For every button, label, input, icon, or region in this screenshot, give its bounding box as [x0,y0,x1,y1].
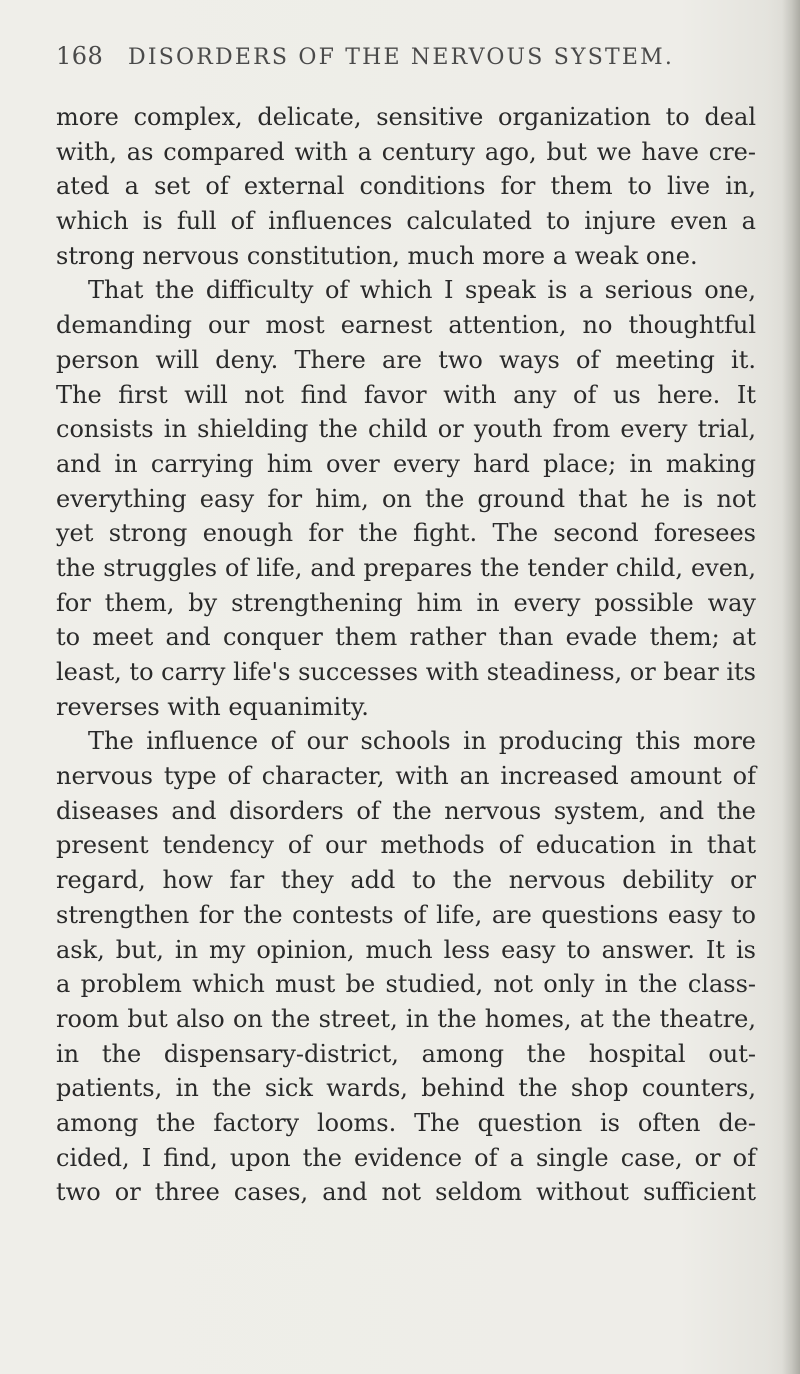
text-line: least, to carry life's successes with steadiness, or bear its [56,658,756,686]
text-line: person will deny. There are two ways of meeting it. [56,345,756,374]
text-line: strong nervous constitution, much more a weak one. [56,241,698,270]
text-line: yet strong enough for the fight. The second foresees [56,519,756,548]
text-line: cided, I find, upon the evidence of a single case, or of [56,1143,756,1172]
page-header [56,42,756,82]
text-line: diseases and disorders of the nervous system, and the [56,796,756,825]
running-head: DISORDERS OF THE NERVOUS SYSTEM. [128,45,675,70]
text-line: for them, by strengthening him in every possible way [56,588,756,617]
text-line: reverses with equanimity. [56,692,369,721]
text-line: everything easy for him, on the ground that he is not [56,484,756,513]
page-edge-shadow [782,0,800,1374]
text-line: regard, how far they add to the nervous debility or [56,866,756,895]
text-line: present tendency of our methods of education in that [56,831,756,860]
text-line: which is full of influences calculated to injure even a [56,207,756,236]
text-line: The first will not find favor with any of us here. It [56,380,756,409]
text-line: strengthen for the contests of life, are questions easy to [56,900,756,929]
text-line: The influence of our schools in producing this more [88,727,756,756]
text-line: demanding our most earnest attention, no thoughtful [56,311,756,340]
text-line: room but also on the street, in the homes, at the theatre, [56,1004,756,1033]
text-line: two or three cases, and not seldom without sufficient [56,1178,756,1207]
text-line: That the difficulty of which I speak is a serious one, [88,276,756,305]
text-line: among the factory looms. The question is often de- [56,1108,756,1137]
text-line: ated a set of external conditions for them to live in, [56,172,756,201]
text-line: to meet and conquer them rather than evade them; at [56,623,756,652]
body-text [56,100,756,1210]
text-line: a problem which must be studied, not only in the class- [56,970,756,999]
text-line: nervous type of character, with an increased amount of [56,762,756,791]
text-line: with, as compared with a century ago, but we have cre- [56,137,756,166]
text-line: ask, but, in my opinion, much less easy to answer. It is [56,935,756,964]
text-line: patients, in the sick wards, behind the shop counters, [56,1074,756,1103]
text-line: in the dispensary-district, among the hospital out- [56,1039,756,1068]
page-number: 168 [56,42,104,70]
text-line: the struggles of life, and prepares the tender child, even, [56,553,756,582]
text-line: consists in shielding the child or youth from every trial, [56,415,756,444]
text-line: more complex, delicate, sensitive organization to deal [56,103,756,131]
text-line: and in carrying him over every hard place; in making [56,449,756,478]
